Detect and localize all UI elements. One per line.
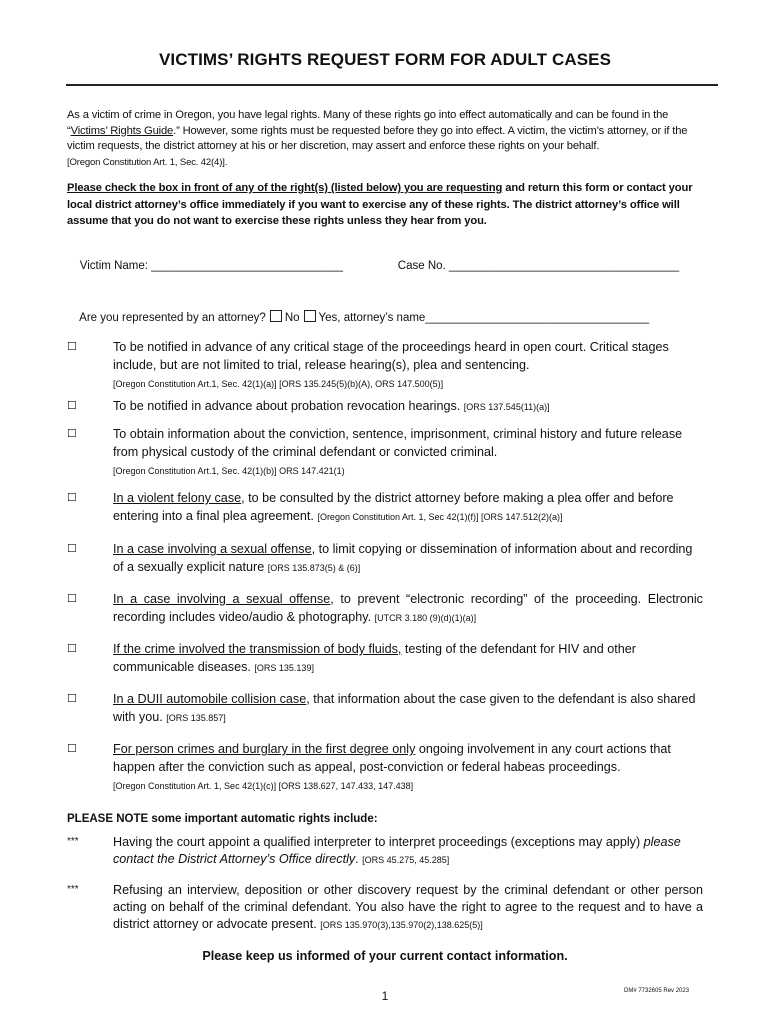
attorney-question: Are you represented by an attorney? xyxy=(79,312,266,324)
right-checkbox[interactable]: ☐ xyxy=(67,543,77,555)
attorney-yes-checkbox[interactable] xyxy=(304,310,316,322)
right-description: To be notified in advance about probation revocation hearings. xyxy=(113,399,464,413)
right-condition: In a DUII automobile collision case xyxy=(113,692,307,706)
right-reference: [ORS 135.873(5) & (6)] xyxy=(267,563,361,573)
right-checkbox[interactable]: ☐ xyxy=(67,593,77,605)
right-condition: For person crimes and burglary in the first degree only xyxy=(113,742,416,756)
automatic-right-description: Having the court appoint a qualified interpreter to interpret proceedings (exceptions may apply) xyxy=(113,835,644,849)
bullet-marker: *** xyxy=(67,884,79,895)
victims-rights-guide-link[interactable]: Victims’ Rights Guide xyxy=(70,124,174,137)
victim-name-label: Victim Name: xyxy=(79,260,152,272)
right-checkbox[interactable]: ☐ xyxy=(67,743,77,755)
automatic-right-punct: . xyxy=(355,852,363,866)
notice-underlined: Please check the box in front of any of the right(s) (listed below) you are requesting xyxy=(67,182,503,194)
notice-text: and return this form or contact your local district attorney’s office immediately if you want to exercise any of these rights. The district attorney’s office will assume that you do not want to exercise these rights unless they hear from you. xyxy=(67,182,693,227)
attorney-no-checkbox[interactable] xyxy=(270,310,282,322)
intro-paragraph xyxy=(67,108,707,170)
right-description: To obtain information about the conviction, sentence, imprisonment, criminal history and future release from physical custody of the criminal defendant or convicted criminal. xyxy=(113,427,683,459)
right-condition: In a case involving a sexual offense xyxy=(113,542,312,556)
automatic-right-emphasis: please contact the District Attorney’s Office directly xyxy=(113,835,681,866)
right-text xyxy=(113,540,703,577)
right-text xyxy=(113,489,703,526)
attorney-no-label: No xyxy=(284,312,300,324)
document-id: DM# 7732605 Rev 2023 xyxy=(624,988,690,994)
right-checkbox[interactable]: ☐ xyxy=(67,428,77,440)
victim-name-field[interactable] xyxy=(67,248,343,284)
closing-statement: Please keep us informed of your current contact information. xyxy=(202,949,568,963)
intro-text-2: .” However, some rights must be requested before they go into effect. A victim, the victim’s attorney, or if the victim requests, the district attorney at his or her discretion, may assert and enforce these rights on your behalf. xyxy=(67,124,688,153)
right-description: , to prevent “electronic recording” of the proceeding. Electronic recording includes video/audio & photography. xyxy=(113,592,703,624)
right-description: testing of the defendant for HIV and other communicable diseases. xyxy=(113,642,636,674)
right-description: , that information about the case given to the defendant is also shared with you. xyxy=(113,692,696,724)
right-description: , to be consulted by the district attorney before making a plea offer and before entering into a final plea agreement. xyxy=(113,491,674,523)
automatic-right-reference: [ORS 45.275, 45.285] xyxy=(362,855,450,865)
right-text xyxy=(113,690,703,727)
attorney-question-row xyxy=(67,298,649,336)
case-number-field[interactable] xyxy=(385,248,679,284)
form-title: VICTIMS’ RIGHTS REQUEST FORM FOR ADULT CASES xyxy=(158,50,612,69)
right-checkbox[interactable]: ☐ xyxy=(67,693,77,705)
right-checkbox[interactable]: ☐ xyxy=(67,400,77,412)
victim-name-line[interactable]: ______________________________ xyxy=(151,260,344,272)
right-reference: [Oregon Constitution Art. 1, Sec 42(1)(c)] [ORS 138.627, 147.433, 147.438] xyxy=(113,781,414,791)
case-number-line[interactable]: ____________________________________ xyxy=(448,260,680,272)
intro-reference: [Oregon Constitution Art. 1, Sec. 42(4)]. xyxy=(67,156,228,168)
right-text xyxy=(113,740,703,794)
right-condition: In a violent felony case xyxy=(113,491,242,505)
right-description: To be notified in advance of any critical stage of the proceedings heard in open court. Critical stages include, but are not limited to trial, release hearing(s), plea and sentencing. xyxy=(113,340,669,372)
right-text xyxy=(113,338,703,392)
automatic-rights-heading: PLEASE NOTE some important automatic rights include: xyxy=(67,813,378,825)
right-text xyxy=(113,640,703,677)
right-checkbox[interactable]: ☐ xyxy=(67,492,77,504)
attorney-name-line[interactable]: ___________________________________ xyxy=(425,312,650,324)
right-text xyxy=(113,590,703,627)
automatic-right-text xyxy=(113,834,703,869)
title-divider xyxy=(66,84,718,86)
right-reference: [ORS 135.139] xyxy=(254,663,314,673)
right-reference: [Oregon Constitution Art.1, Sec. 42(1)(b)] ORS 147.421(1) xyxy=(113,466,345,476)
right-description: ongoing involvement in any court actions that happen after the conviction such as appeal, post-conviction or federal habeas proceedings. xyxy=(113,742,671,774)
intro-text-1: As a victim of crime in Oregon, you have legal rights. Many of these rights go into effect automatically and can be found in the “ xyxy=(67,109,669,137)
page-number: 1 xyxy=(381,989,389,1003)
attorney-yes-label: Yes, attorney’s name xyxy=(318,312,426,324)
right-description: , to limit copying or dissemination of information about and recording of a sexually explicit nature xyxy=(113,542,693,574)
right-reference: [ORS 135.857] xyxy=(166,713,226,723)
right-condition: If the crime involved the transmission of body fluids, xyxy=(113,642,402,656)
right-reference: [ORS 137.545(11)(a)] xyxy=(463,402,550,412)
instructions-notice xyxy=(67,180,707,230)
right-condition: In a case involving a sexual offense xyxy=(113,592,331,606)
right-checkbox[interactable]: ☐ xyxy=(67,643,77,655)
right-reference: [Oregon Constitution Art. 1, Sec 42(1)(f)] [ORS 147.512(2)(a)] xyxy=(317,512,563,522)
right-reference: [Oregon Constitution Art.1, Sec. 42(1)(a)] [ORS 135.245(5)(b)(A), ORS 147.500(5)] xyxy=(113,379,444,389)
right-reference: [UTCR 3.180 (9)(d)(1)(a)] xyxy=(374,613,477,623)
right-text xyxy=(113,397,703,416)
right-checkbox[interactable]: ☐ xyxy=(67,341,77,353)
automatic-right-description: Refusing an interview, deposition or other discovery request by the criminal defendant or other person acting on behalf of the criminal defendant. You also have the right to agree to the request and to have a district attorney or advocate present. xyxy=(113,883,703,931)
bullet-marker: *** xyxy=(67,836,79,847)
right-text xyxy=(113,425,703,479)
automatic-right-reference: [ORS 135.970(3),135.970(2),138.625(5)] xyxy=(320,920,483,930)
case-number-label: Case No. xyxy=(397,260,449,272)
automatic-right-text xyxy=(113,882,703,934)
